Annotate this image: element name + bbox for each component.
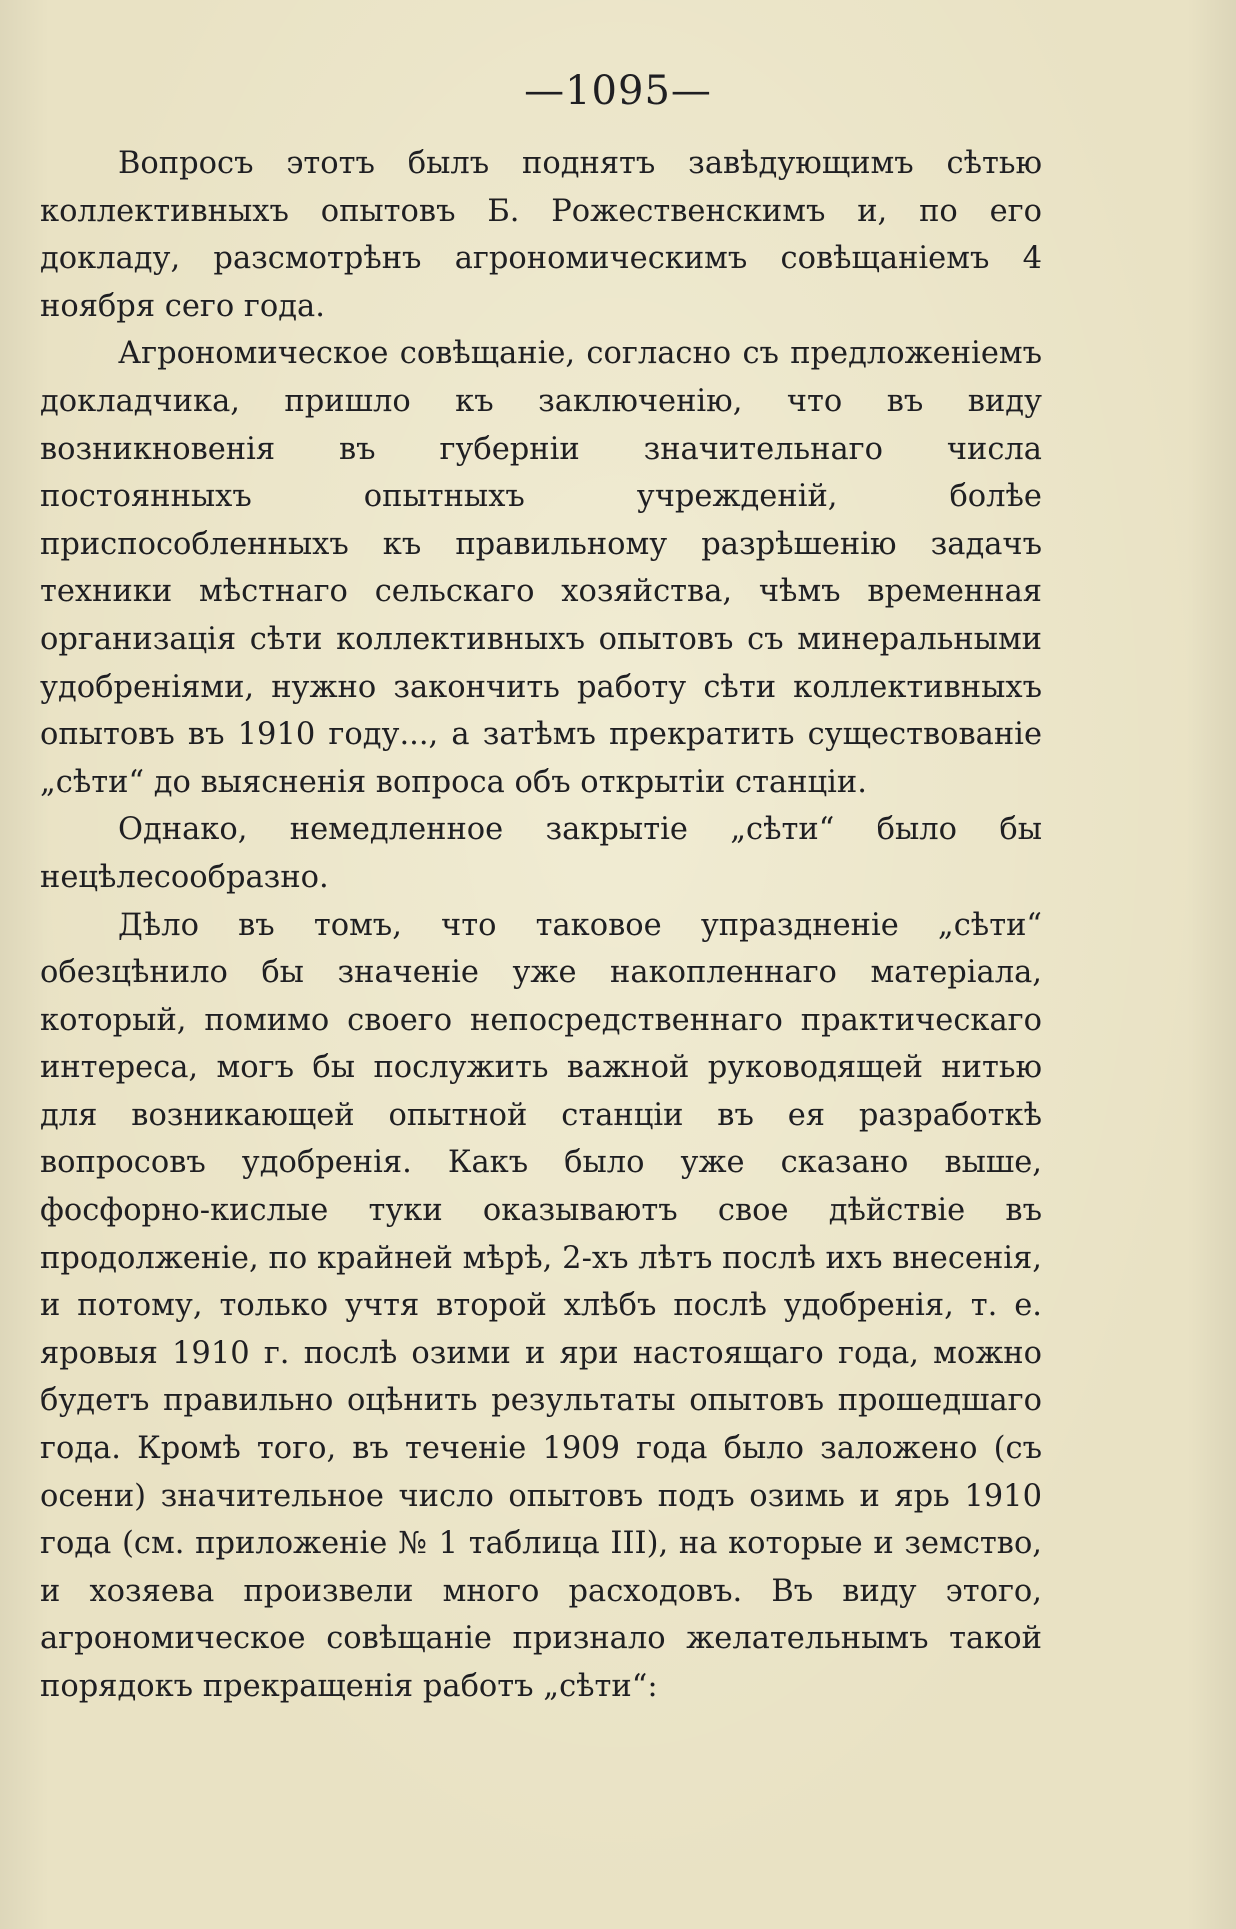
- body-text: [40, 140, 1042, 1711]
- paragraph-2: Агрономическое совѣщаніе, согласно съ предложеніемъ докладчика, пришло къ заключенію, что въ виду возникновенія въ губерніи значительнаго числа постоянныхъ опытныхъ учрежденій, болѣе приспособленныхъ къ правильному разрѣшенію задачъ техники мѣстнаго сельскаго хозяйства, чѣмъ временная организація сѣти коллективныхъ опытовъ съ минеральными удобреніями, нужно закончить работу сѣти коллективныхъ опытовъ въ 1910 году..., а затѣмъ прекратить существованіе „сѣти“ до выясненія вопроса объ открытіи станціи.: [40, 336, 1042, 800]
- paragraph-1: Вопросъ этотъ былъ поднятъ завѣдующимъ сѣтью коллективныхъ опытовъ Б. Рожественскимъ и, по его докладу, разсмотрѣнъ агрономическимъ совѣщаніемъ 4 ноября сего года.: [40, 146, 1042, 324]
- paragraph-4: Дѣло въ томъ, что таковое упраздненіе „сѣти“ обезцѣнило бы значеніе уже накопленнаго матеріала, который, помимо своего непосредственнаго практическаго интереса, могъ бы послужить важной руководящей нитью для возникающей опытной станціи въ ея разработкѣ вопросовъ удобренія. Какъ было уже сказано выше, фосфорно-кислые туки оказываютъ свое дѣйствіе въ продолженіе, по крайней мѣрѣ, 2-хъ лѣтъ послѣ ихъ внесенія, и потому, только учтя второй хлѣбъ послѣ удобренія, т. е. яровыя 1910 г. послѣ озими и яри настоящаго года, можно будетъ правильно оцѣнить результаты опытовъ прошедшаго года. Кромѣ того, въ теченіе 1909 года было заложено (съ осени) значительное число опытовъ подъ озимь и ярь 1910 года (см. приложеніе № 1 таблица III), на которые и земство, и хозяева произвели много расходовъ. Въ виду этого, агрономическое совѣщаніе признало желательнымъ такой порядокъ прекращенія работъ „сѣти“:: [40, 907, 1042, 1704]
- paragraph-3: Однако, немедленное закрытіе „сѣти“ было бы нецѣлесообразно.: [40, 812, 1042, 895]
- page-number: —1095—: [524, 68, 712, 114]
